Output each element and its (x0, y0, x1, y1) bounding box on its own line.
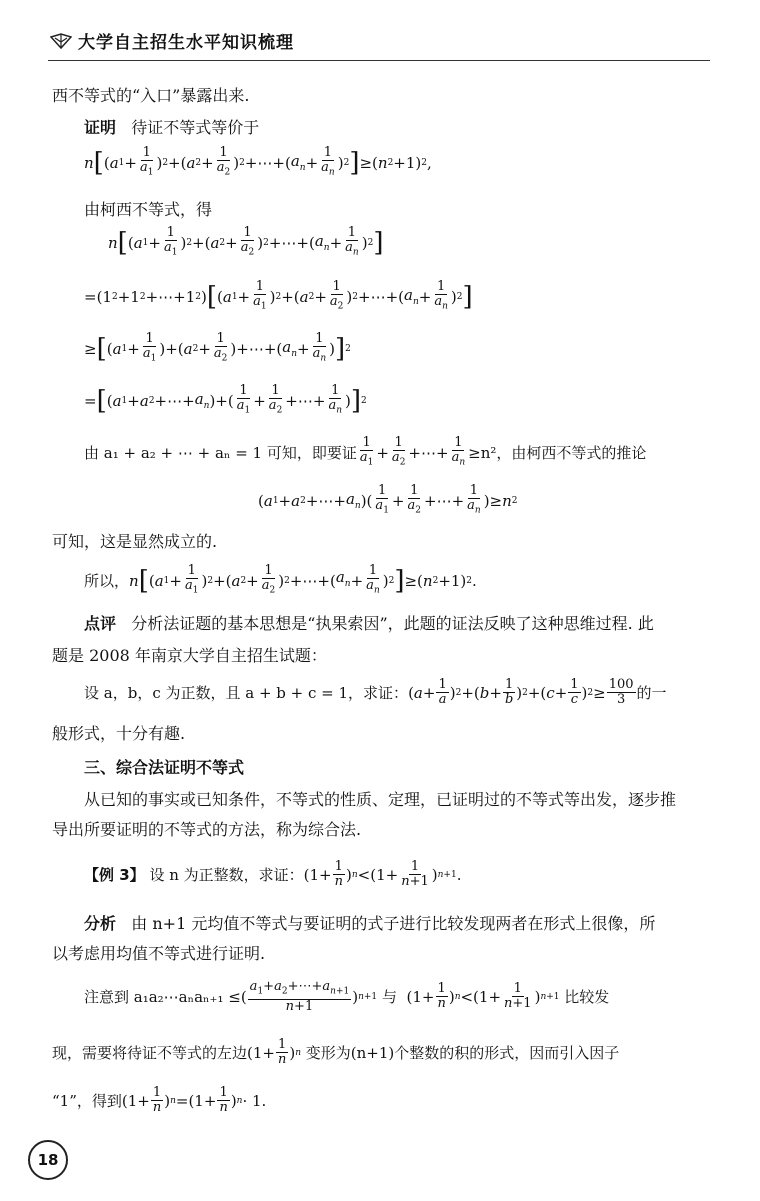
example-text: 设 n 为正整数，求证： (149, 865, 304, 884)
text-span: 现，需要将待证不等式的左边 (52, 1043, 248, 1062)
formula-3: =(1 2 +1 2 +⋯+1 2 ) [ ( a 1 + $\frac{1}{a_1}$ ) 2 +( a 2 + $\frac{1}{a_2}$ ) 2 +⋯+( $a_n$ + $\frac{1}{a_n}$ ) 2 ] (84, 279, 473, 312)
text-span: 注意到 a₁a₂⋯aₙaₙ₊₁ ≤ (84, 987, 241, 1006)
header-rule (48, 60, 710, 61)
proof-label: 证明 (84, 118, 117, 137)
text-line: 可知，这是显然成立的. (52, 532, 218, 551)
text-line: 设 a，b，c 为正数，且 a + b + c = 1，求证： ( a + $\frac{1}{a}$ ) 2 +( b + $\frac{1}{b}$ ) 2 +( c + $\frac{1}{c}$ ) 2 ≥ $\frac{100}{3}$ 的一 (84, 677, 667, 707)
text-span: 与 (381, 987, 397, 1006)
header-title: 大学自主招生水平知识梳理 (78, 33, 294, 53)
text-line: 由 a₁ + a₂ + ⋯ + aₙ = 1 可知，即要证 $\frac{1}{a_1}$ + $\frac{1}{a_2}$ +⋯+ $\frac{1}{a_n}$ ≥n²，由柯西不等式的推论 (84, 435, 647, 468)
proof-text: 待证不等式等价于 (131, 118, 260, 137)
text-span: 设 a，b，c 为正数，且 a + b + c = 1，求证： (84, 683, 409, 702)
comment-label: 点评 (84, 614, 117, 633)
text-span: 所以， (84, 571, 130, 590)
text-line: 题是 2008 年南京大学自主招生试题： (52, 646, 327, 665)
proof-line (84, 118, 259, 138)
example-label: 【例 3】 (84, 865, 145, 884)
formula-6: ( a 1 + a 2 +⋯+ $a_n$ )( $\frac{1}{a_1}$ + $\frac{1}{a_2}$ +⋯+ $\frac{1}{a_n}$ )≥ n 2 (258, 483, 518, 516)
text-line: 导出所要证明的不等式的方法，称为综合法. (52, 820, 362, 839)
text-span: 变形为(n+1)个整数的积的形式，因而引入因子 (305, 1043, 620, 1062)
text-line: 西不等式的“入口”暴露出来. (52, 86, 250, 105)
formula-1: n [ ( a 1 + $\frac{1}{a_1}$ ) 2 +( a 2 + $\frac{1}{a_2}$ ) 2 +⋯+( $a_n$ + $\frac{1}{a_n}$ ) 2 ] ≥( n 2 +1) 2 , (84, 145, 432, 178)
book-logo-icon (50, 32, 72, 50)
section-heading: 三、综合法证明不等式 (84, 758, 245, 777)
text-span: ≥n²，由柯西不等式的推论 (468, 443, 647, 462)
text-line: 般形式，十分有趣. (52, 724, 186, 743)
analysis-label: 分析 (84, 914, 117, 933)
running-header (50, 28, 294, 53)
text-line: 现，需要将待证不等式的左边 (1+ $\frac{1}{n}$ ) n 变形为(n+1)个整数的积的形式，因而引入因子 (52, 1037, 620, 1067)
analysis-text: 由 n+1 元均值不等式与要证明的式子进行比较发现两者在形式上很像，所 (131, 914, 656, 933)
formula-4: ≥ [ ( a 1 + $\frac{1}{a_1}$ )+( a 2 + $\frac{1}{a_2}$ )+⋯+( $a_n$ + $\frac{1}{a_n}$ ) ] 2 (84, 331, 351, 364)
example-line: 【例 3】 设 n 为正整数，求证： (1+ $\frac{1}{n}$ ) n <(1+ $\frac{1}{n+1}$ ) n+1 . (84, 859, 462, 889)
page-number: 18 (28, 1140, 68, 1180)
text-line: 由柯西不等式，得 (84, 200, 213, 219)
analysis-line (84, 914, 655, 934)
text-span: 比较发 (564, 987, 610, 1006)
formula-2: n [ ( a 1 + $\frac{1}{a_1}$ ) 2 +( a 2 + $\frac{1}{a_2}$ ) 2 +⋯+( $a_n$ + $\frac{1}{a_n}$ ) 2 ] (108, 225, 384, 258)
text-line: 所以， n [ ( a 1 + $\frac{1}{a_1}$ ) 2 +( a 2 + $\frac{1}{a_2}$ ) 2 +⋯+( $a_n$ + $\frac{1}{a_n}$ ) 2 ] ≥( n 2 +1) 2 . (84, 563, 477, 596)
text-span: 由 a₁ + a₂ + ⋯ + aₙ = 1 可知，即要证 (84, 443, 357, 462)
formula-5: = [ ( a 1 + a 2 +⋯+ $a_n$ )+( $\frac{1}{a_1}$ + $\frac{1}{a_2}$ +⋯+ $\frac{1}{a_n}$ ) ] 2 (84, 383, 367, 416)
comment-text: 分析法证题的基本思想是“执果索因”，此题的证法反映了这种思维过程. 此 (131, 614, 654, 633)
text-span: · 1. (242, 1091, 267, 1110)
text-line: 注意到 a₁a₂⋯aₙaₙ₊₁ ≤ ( $\frac{a_1+a_2+\cdots+a_{n+1}}{n+1}$ ) n+1 与 (1+ $\frac{1}{n}$ ) n <(1+ $\frac{1}{n+1}$ ) n+1 比较发 (84, 979, 610, 1014)
text-line: “1”，得到 (1+ $\frac{1}{n}$ ) n =(1+ $\frac{1}{n}$ ) n · 1. (52, 1085, 267, 1115)
text-span: “1”，得到 (52, 1091, 122, 1110)
text-span: 的一 (636, 683, 667, 702)
text-line: 从已知的事实或已知条件，不等式的性质、定理，已证明过的不等式等出发，逐步推 (84, 790, 677, 809)
comment-line (84, 614, 654, 634)
text-line: 以考虑用均值不等式进行证明. (52, 944, 266, 963)
